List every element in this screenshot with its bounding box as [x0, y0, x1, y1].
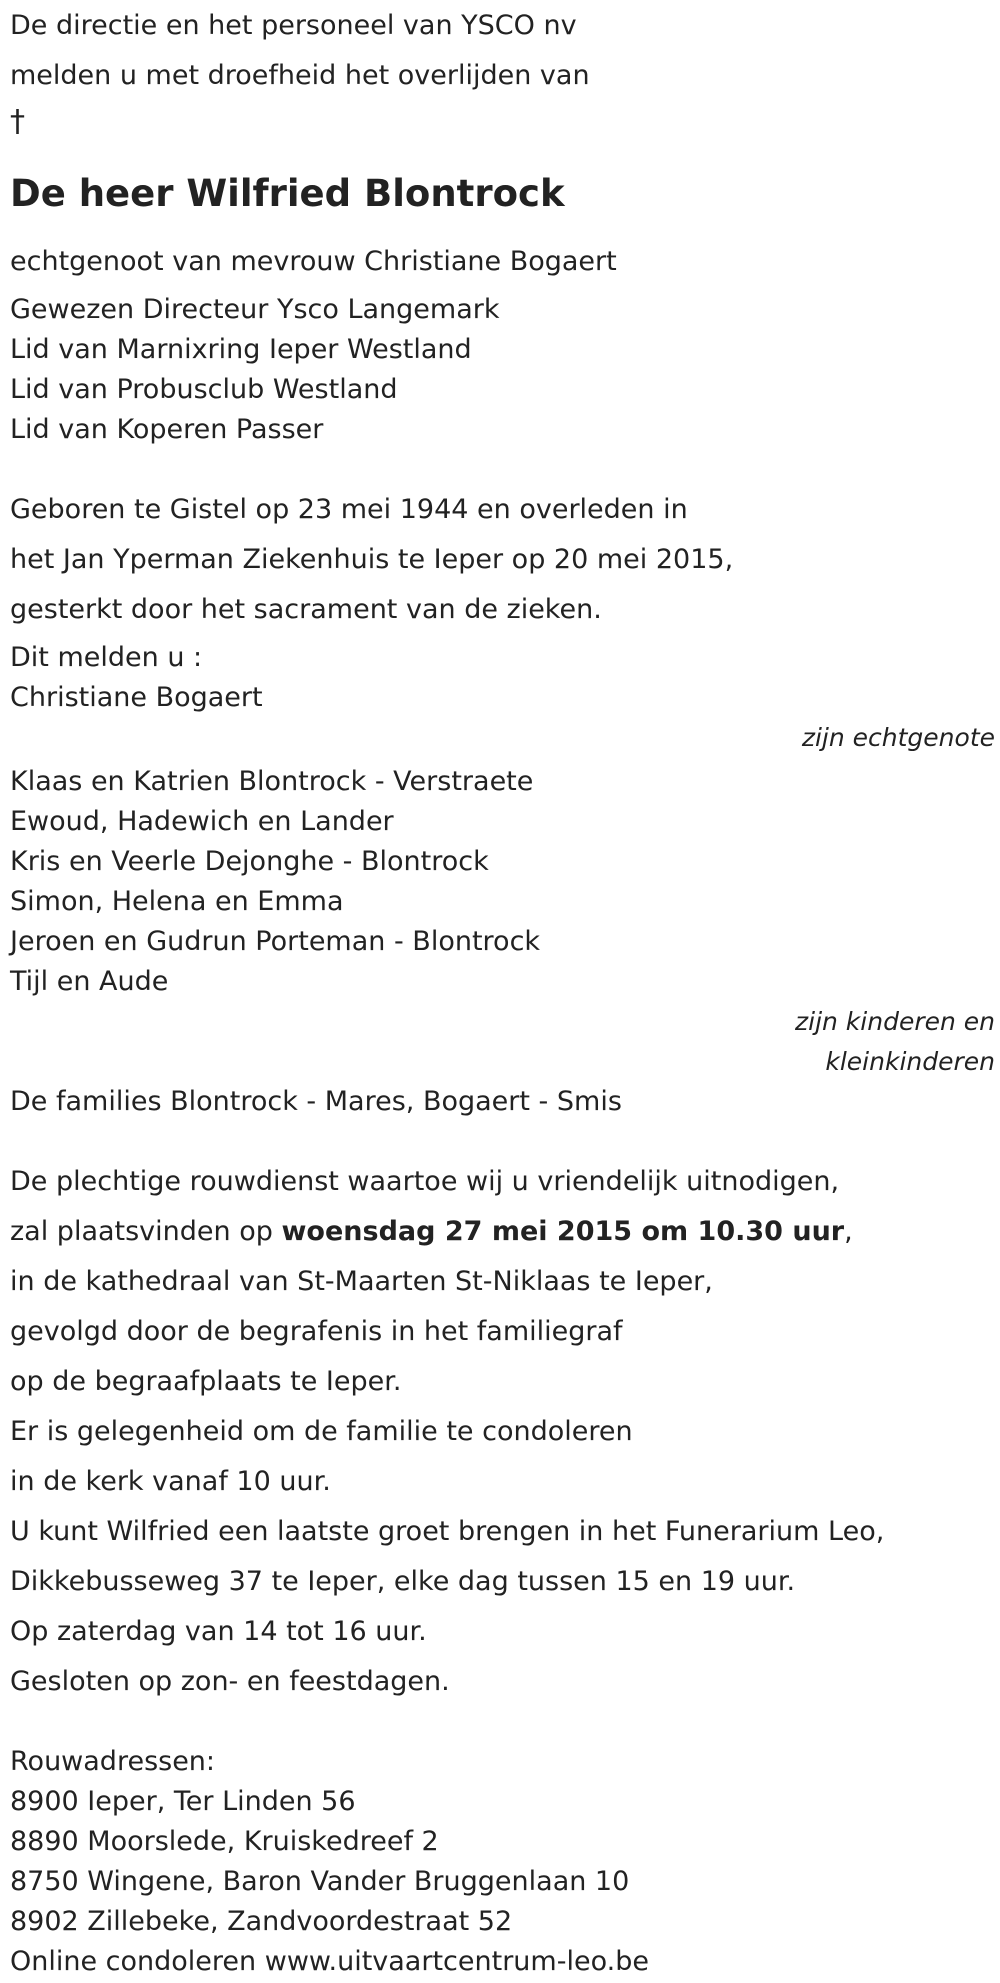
- birth-death-line: gesterkt door het sacrament van de zieken.: [10, 594, 602, 625]
- address-item: 8750 Wingene, Baron Vander Bruggenlaan 10: [10, 1866, 630, 1897]
- role-item: Lid van Marnixring Ieper Westland: [10, 334, 472, 365]
- service-line: Gesloten op zon- en feestdagen.: [10, 1666, 450, 1697]
- service-line: U kunt Wilfried een laatste groet brengen in het Funerarium Leo,: [10, 1516, 885, 1547]
- children-relation-line-1: zijn kinderen en: [795, 1007, 995, 1036]
- child-line: Ewoud, Hadewich en Lander: [10, 806, 394, 837]
- service-date-line: [10, 1212, 995, 1252]
- role-item: Gewezen Directeur Ysco Langemark: [10, 294, 500, 325]
- service-line: Dikkebusseweg 37 te Ieper, elke dag tussen 15 en 19 uur.: [10, 1566, 796, 1597]
- service-line: Op zaterdag van 14 tot 16 uur.: [10, 1616, 427, 1647]
- addresses-block: [10, 1742, 995, 1982]
- online-condolence: Online condoleren www.uitvaartcentrum-leo.be: [10, 1946, 649, 1977]
- role-item: Lid van Koperen Passer: [10, 414, 324, 445]
- families-line: De families Blontrock - Mares, Bogaert - Smis: [10, 1086, 622, 1117]
- address-item: 8900 Ieper, Ter Linden 56: [10, 1786, 356, 1817]
- addresses-heading: Rouwadressen:: [10, 1746, 216, 1777]
- announcers-heading: Dit melden u :: [10, 642, 203, 673]
- announcers-block: [10, 638, 995, 1122]
- role-item: Lid van Probusclub Westland: [10, 374, 398, 405]
- service-line: gevolgd door de begrafenis in het familiegraf: [10, 1316, 623, 1347]
- service-line: in de kathedraal van St-Maarten St-Niklaas te Ieper,: [10, 1266, 713, 1297]
- child-line: Tijl en Aude: [10, 966, 169, 997]
- address-item: 8902 Zillebeke, Zandvoordestraat 52: [10, 1906, 513, 1937]
- announcer-spouse: Christiane Bogaert: [10, 682, 263, 713]
- spouse-relation: zijn echtgenote: [801, 723, 995, 752]
- service-date: woensdag 27 mei 2015 om 10.30 uur: [281, 1216, 845, 1247]
- child-line: Jeroen en Gudrun Porteman - Blontrock: [10, 926, 541, 957]
- child-line: Simon, Helena en Emma: [10, 886, 344, 917]
- service-date-suffix: ,: [844, 1216, 853, 1247]
- birth-death-line: het Jan Yperman Ziekenhuis te Ieper op 20 mei 2015,: [10, 544, 734, 575]
- intro-line-2: melden u met droefheid het overlijden van: [10, 60, 590, 91]
- spouse-line: echtgenoot van mevrouw Christiane Bogaert: [10, 246, 617, 277]
- child-line: Klaas en Katrien Blontrock - Verstraete: [10, 766, 534, 797]
- deceased-name: De heer Wilfried Blontrock: [10, 172, 565, 215]
- obituary-notice: [10, 0, 995, 1982]
- roles-list: [10, 290, 995, 450]
- service-line: op de begraafplaats te Ieper.: [10, 1366, 402, 1397]
- children-relation-line-2: kleinkinderen: [825, 1047, 995, 1076]
- birth-death-line: Geboren te Gistel op 23 mei 1944 en overleden in: [10, 494, 688, 525]
- service-line: in de kerk vanaf 10 uur.: [10, 1466, 331, 1497]
- child-line: Kris en Veerle Dejonghe - Blontrock: [10, 846, 489, 877]
- birth-death-block: [10, 490, 995, 630]
- cross-icon: †: [10, 104, 25, 139]
- address-item: 8890 Moorslede, Kruiskedreef 2: [10, 1826, 439, 1857]
- service-block: [10, 1162, 995, 1702]
- intro-line-1: De directie en het personeel van YSCO nv: [10, 10, 577, 41]
- service-date-prefix: zal plaatsvinden op: [10, 1216, 282, 1247]
- service-line: Er is gelegenheid om de familie te condoleren: [10, 1416, 633, 1447]
- service-line: De plechtige rouwdienst waartoe wij u vriendelijk uitnodigen,: [10, 1166, 840, 1197]
